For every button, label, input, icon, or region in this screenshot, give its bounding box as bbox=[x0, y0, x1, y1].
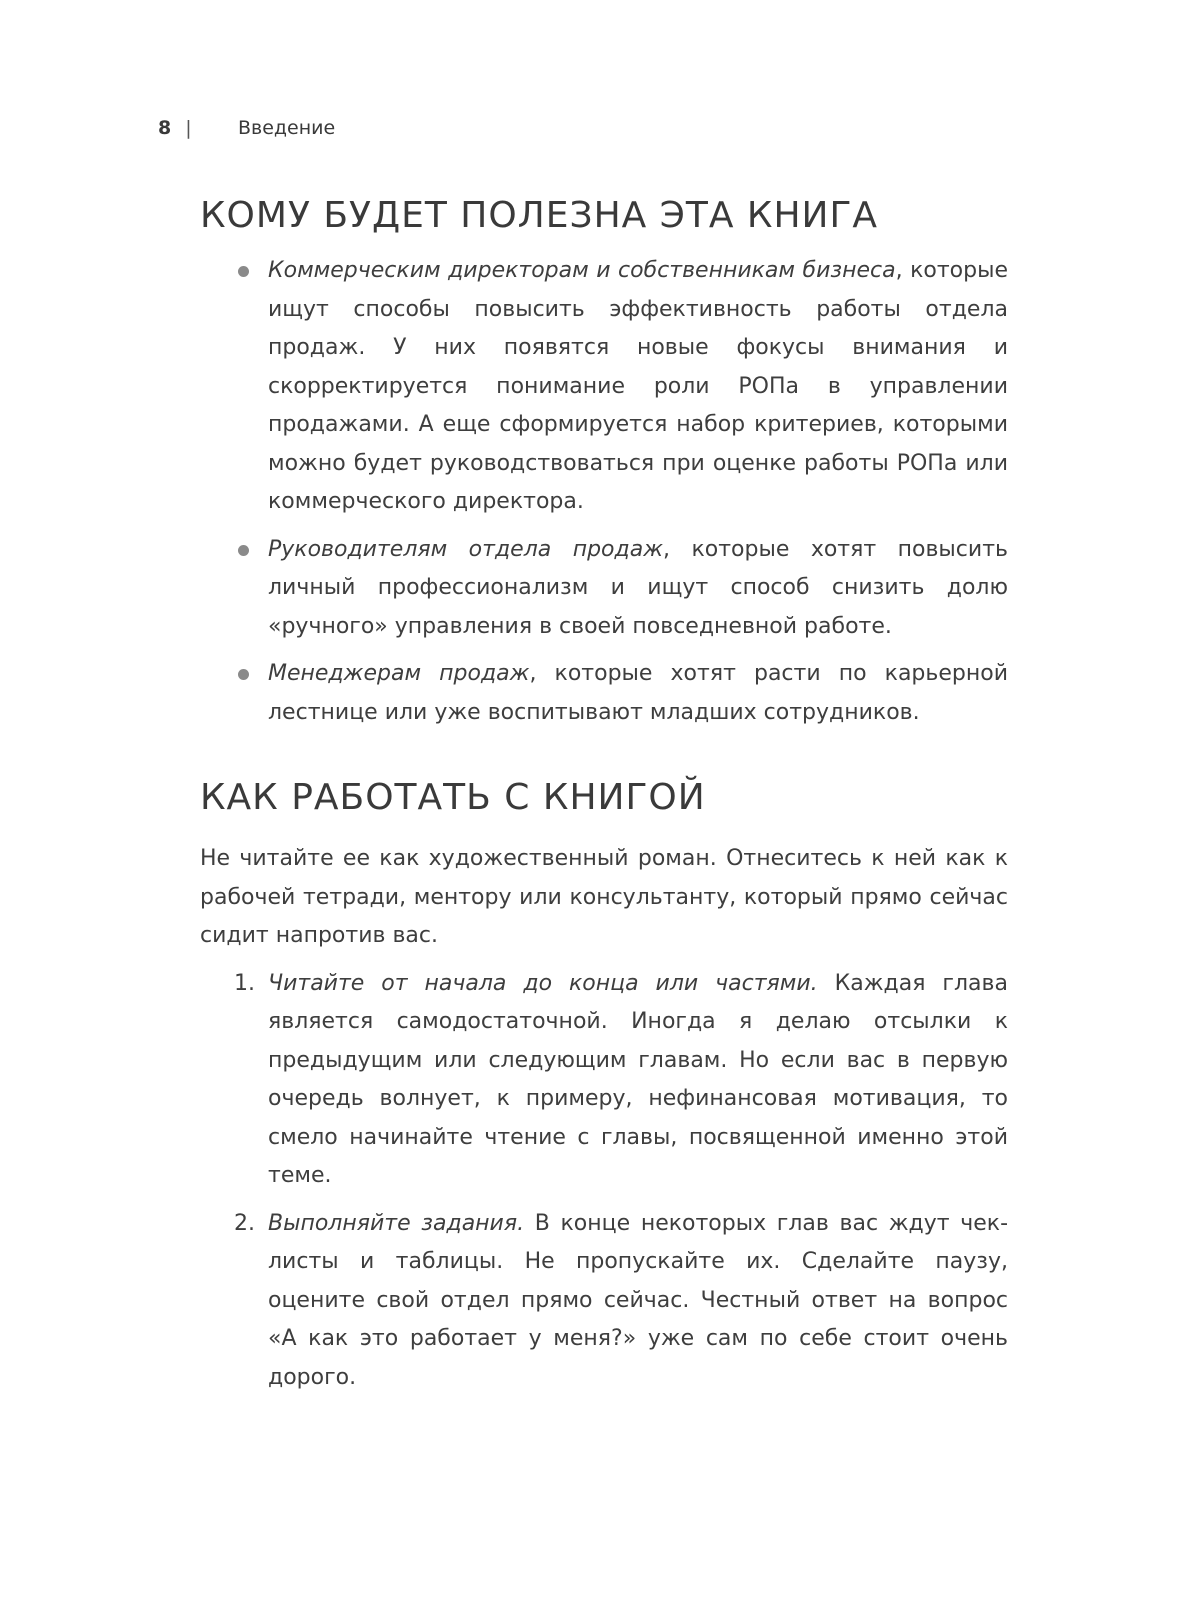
list-item-text: Каждая глава является самодостаточной. Иногда я делаю отсылки к предыдущим или следующим главам. Но если вас в первую очередь волнует, к примеру, нефинансовая мотивация, то смело начинайте чтение с главы, посвященной именно этой теме. bbox=[268, 970, 1008, 1188]
instructions-list bbox=[200, 965, 1008, 1398]
list-item-number: 1. bbox=[234, 970, 255, 996]
page-number: 8 bbox=[158, 117, 172, 139]
list-item bbox=[200, 965, 1008, 1196]
section-heading-how-to-use: КАК РАБОТАТЬ С КНИГОЙ bbox=[200, 777, 706, 818]
audience-list bbox=[200, 252, 1008, 732]
list-item-text: , которые ищут способы повысить эффективность работы отдела продаж. У них появятся новые фокусы внимания и скорректируется понимание роли РОПа в управлении продажами. А еще сформируется набор критериев, которыми можно будет руководствоваться при оценке работы РОПа или коммерческого директора. bbox=[268, 258, 1008, 514]
section-heading-audience: КОМУ БУДЕТ ПОЛЕЗНА ЭТА КНИГА bbox=[200, 195, 879, 236]
bullet-dot-icon bbox=[238, 545, 249, 556]
list-item-emphasis: Коммерческим директорам и собственникам бизнеса bbox=[268, 258, 896, 283]
list-item-emphasis: Менеджерам продаж bbox=[268, 661, 530, 686]
page-content bbox=[200, 192, 1008, 1406]
list-item bbox=[200, 252, 1008, 522]
intro-paragraph: Не читайте ее как художественный роман. Отнеситесь к ней как к рабочей тетради, ментору или консультанту, который прямо сейчас сидит напротив вас. bbox=[200, 846, 1008, 948]
list-item-text: , которые хотят повысить личный профессионализм и ищут способ снизить долю «ручного» управления в своей повседневной работе. bbox=[268, 536, 1008, 639]
bullet-dot-icon bbox=[238, 669, 249, 680]
running-head bbox=[158, 116, 336, 140]
list-item-emphasis: Руководителям отдела продаж bbox=[268, 536, 664, 562]
running-head-separator: | bbox=[185, 117, 192, 139]
list-item bbox=[200, 531, 1008, 647]
list-item-text: , которые хотят расти по карьерной лестнице или уже воспитывают младших сотрудников. bbox=[268, 661, 1009, 725]
list-item-number: 2. bbox=[234, 1210, 255, 1236]
list-item-emphasis: Читайте от начала до конца или частями. bbox=[268, 970, 818, 996]
running-head-section: Введение bbox=[238, 117, 336, 139]
bullet-dot-icon bbox=[238, 266, 249, 277]
list-item-emphasis: Выполняйте задания. bbox=[268, 1210, 525, 1236]
list-item bbox=[200, 1205, 1008, 1398]
list-item bbox=[200, 655, 1008, 732]
list-item-text: В конце некоторых глав вас ждут чек-листы и таблицы. Не пропускайте их. Сделайте паузу, оцените свой отдел прямо сейчас. Честный ответ на вопрос «А как это работает у меня?» уже сам по себе стоит очень дорого. bbox=[268, 1210, 1009, 1390]
